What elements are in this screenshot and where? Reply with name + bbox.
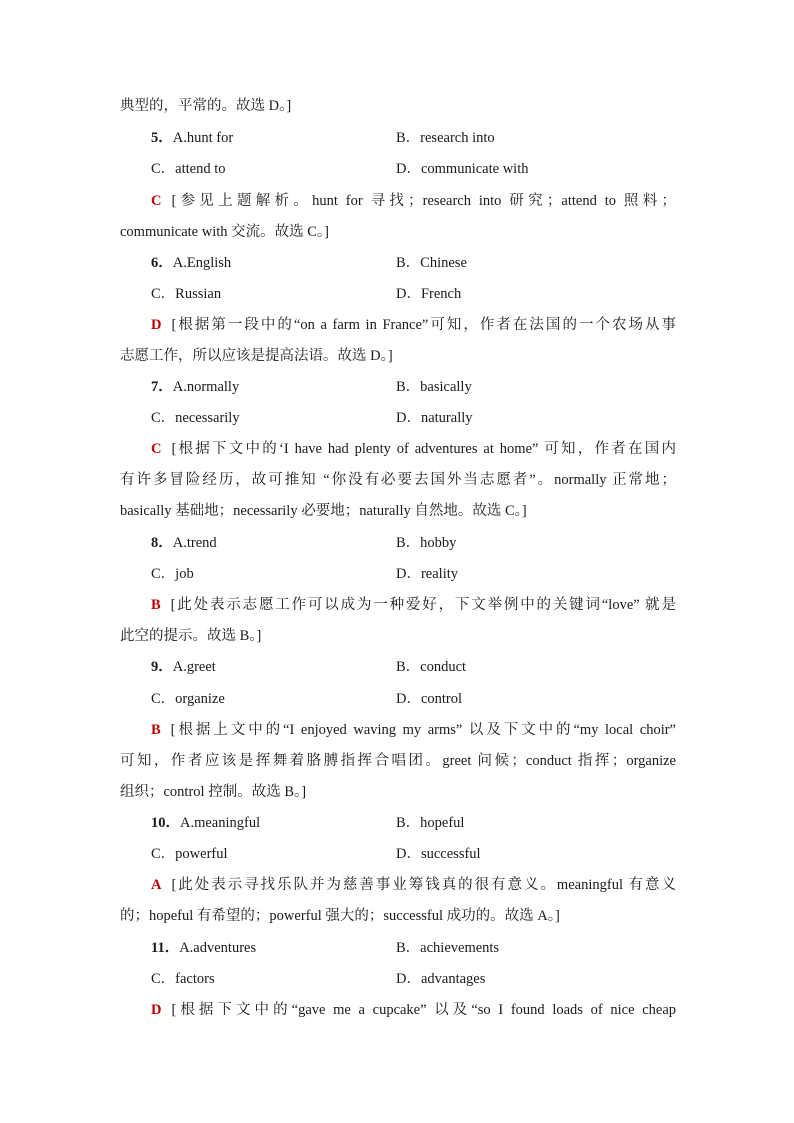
explanation-line: D [根据第一段中的“on a farm in France”可知，作者在法国的一个农场从事: [151, 317, 676, 333]
option-d: D．French: [396, 286, 462, 302]
option-d: D．advantages: [396, 971, 486, 987]
option-c: C．factors: [151, 971, 215, 987]
option-a: A.trend: [172, 535, 217, 551]
explanation-line: 此空的提示。故选 B。]: [120, 628, 262, 644]
explanation-line: 的；hopeful 有希望的；powerful 强大的；successful 成功的。故选 A。]: [120, 908, 560, 924]
question-number: 9．: [151, 659, 173, 675]
answer-letter: B: [151, 597, 161, 613]
explanation-line: A [此处表示寻找乐队并为慈善事业筹钱真的很有意义。meaningful 有意义: [151, 877, 676, 893]
option-d: D．communicate with: [396, 161, 529, 177]
option-d: D．reality: [396, 566, 459, 582]
option-a: A.normally: [172, 379, 240, 395]
option-b: B．conduct: [396, 659, 467, 675]
explanation-line: 志愿工作，所以应该是提高法语。故选 D。]: [120, 348, 393, 364]
option-b: B．research into: [396, 130, 495, 146]
option-c: C．job: [151, 566, 194, 582]
option-a: A.English: [172, 255, 232, 271]
explanation-line: B [根据上文中的“I enjoyed waving my arms” 以及下文中的“my local choir”: [151, 722, 676, 738]
explanation-line: C [参见上题解析。hunt for 寻找；research into 研究；attend to 照料；: [151, 193, 676, 209]
explanation-line: B [此处表示志愿工作可以成为一种爱好，下文举例中的关键词“love” 就是: [151, 597, 676, 613]
explanation-line: communicate with 交流。故选 C。]: [120, 224, 330, 240]
answer-letter: B: [151, 722, 161, 738]
option-c: C．attend to: [151, 161, 226, 177]
option-c: C．necessarily: [151, 410, 240, 426]
option-b: B．Chinese: [396, 255, 467, 271]
question-number: 8．: [151, 535, 173, 551]
question-number: 10．: [151, 815, 180, 831]
answer-letter: C: [151, 193, 162, 209]
explanation-line: C [根据下文中的‘I have had plenty of adventures at home” 可知，作者在国内: [151, 441, 676, 457]
option-d: D．successful: [396, 846, 481, 862]
option-b: B．achievements: [396, 940, 500, 956]
option-d: D．naturally: [396, 410, 473, 426]
explanation-line: 有许多冒险经历，故可推知 “你没有必要去国外当志愿者”。normally 正常地；: [120, 472, 676, 488]
option-a: A.greet: [172, 659, 216, 675]
option-a: A.hunt for: [172, 130, 234, 146]
explanation-line: basically 基础地；necessarily 必要地；naturally 自然地。故选 C。]: [120, 503, 527, 519]
option-b: B．hobby: [396, 535, 457, 551]
option-b: B．basically: [396, 379, 472, 395]
continued-explanation: 典型的，平常的。故选 D。]: [120, 98, 292, 114]
question-number: 6．: [151, 255, 173, 271]
explanation-line: 组织；control 控制。故选 B。]: [120, 784, 307, 800]
option-b: B．hopeful: [396, 815, 465, 831]
explanation-line: D [根据下文中的“gave me a cupcake” 以及“so I found loads of nice cheap: [151, 1002, 676, 1018]
option-a: A.meaningful: [180, 815, 261, 831]
option-c: C．powerful: [151, 846, 228, 862]
option-a: A.adventures: [179, 940, 257, 956]
answer-letter: D: [151, 1002, 162, 1018]
option-d: D．control: [396, 691, 463, 707]
answer-letter: D: [151, 317, 162, 333]
option-c: C．Russian: [151, 286, 222, 302]
option-c: C．organize: [151, 691, 225, 707]
question-number: 7．: [151, 379, 173, 395]
question-number: 11．: [151, 940, 180, 956]
answer-letter: A: [151, 877, 162, 893]
question-number: 5．: [151, 130, 173, 146]
answer-letter: C: [151, 441, 162, 457]
explanation-line: 可知，作者应该是挥舞着胳膊指挥合唱团。greet 问候；conduct 指挥；organize: [120, 753, 676, 769]
